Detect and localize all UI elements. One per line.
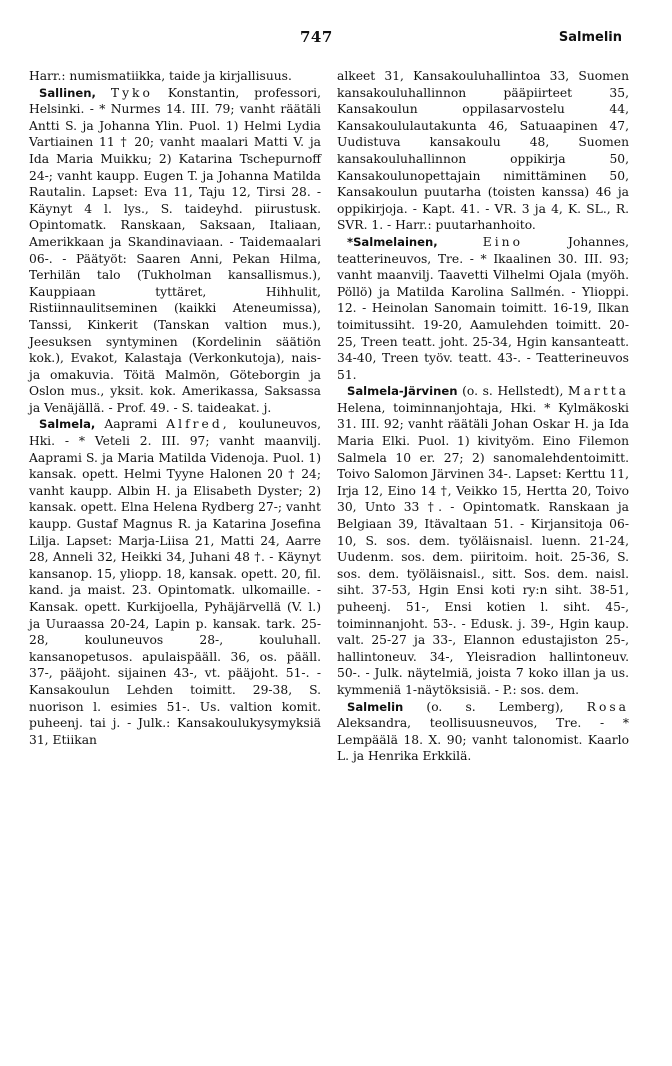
entry-forename-prefix: Aaprami bbox=[95, 417, 167, 432]
entry-salmela-jarvinen bbox=[337, 383, 629, 698]
entry-salmela bbox=[29, 416, 321, 748]
entry-text: Aleksandra, teollisuusneuvos, Tre. - * Lempäälä 18. X. 90; vanht talonomist. Kaarlo L. ja Henrika Erkkilä. bbox=[337, 716, 629, 764]
entry-forename: Tyko bbox=[110, 85, 153, 100]
running-head: Salmelin bbox=[558, 30, 622, 45]
entry-text: Konstantin, professori, Helsinki. - * Nurmes 14. III. 79; vanht räätäli Antti S. ja Johanna Ylin. Puol. 1) Helmi Lydia Vartiainen 11 † 20; vanht maalari Matti V. ja Ida Maria Muikku; 2) Katarina Tschepurnoff 24-; vanht kaupp. Eugen T. ja Johanna Matilda Rautalin. Lapset: Eva 11, Taju 12, Tirsi 28. - Käynyt 4 l. lys., S. taideyhd. piirustusk. Opintomatk. Ranskaan, Saksaan, Italiaan, Amerikkaan ja Skandinaviaan. - Taidemaalari 06-. - Päätyöt: Saaren Anni, Pekan Hilma, Terhilän talo (Tukholman kansallismus.), Kauppiaan tyttäret, Hihhulit, Ristiinnaulitseminen (kaikki Ateneumissa), Tanssi, Kinkerit (Tanskan valtion mus.), Jeesuksen syntyminen (Kordelinin säätiön kok.), Evakot, Kalastaja (Verkonkutoja), nais- ja omakuvia. Töitä Malmön, Göteborgin ja Oslon mus., yksit. kok. Amerikassa, Saksassa ja Venäjällä. - Prof. 49. - S. taideakat. j. bbox=[29, 85, 321, 415]
entry-text: Johannes, teatterineuvos, Tre. - * Ikaalinen 30. III. 93; vanht maanvilj. Taavetti Vilhelmi Ojala (myöh. Pöllö) ja Matilda Karolina Sallmén. - Ylioppi. 12. - Heinolan Sanomain toimitt. 16-19, Ilkan toimitussiht. 19-20, Aamulehden toimitt. 20-25, Treen teatt. joht. 25-34, Hgin kansanteatt. 34-40, Treen työv. teatt. 43-. - Teatterineuvos 51. bbox=[337, 234, 629, 382]
entry-forename-prefix: (o. s. Hellstedt), bbox=[457, 384, 568, 399]
entry-continuation bbox=[29, 68, 321, 85]
entry-text: Helena, toiminnanjohtaja, Hki. * Kylmäkoski 31. III. 92; vanht räätäli Johan Oskar H. ja Ida Maria Elki. Puol. 1) kivityöm. Eino Filemon Salmela 10 er. 27; 2) sanomalehdentoimitt. Toivo Salomon Järvinen 34-. Lapset: Kerttu 11, Irja 12, Eino 14 †, Veikko 15, Hertta 20, Toivo 30, Unto 33 †. - Opintomatk. Ranskaan ja Belgiaan 39, Itävaltaan 51. - Kirjansitoja 06-10, S. sos. dem. työläisnaisl. luenn. 21-24, Uudenm. sos. dem. piiritoim. hoit. 25-36, S. sos. dem. työläisnaisl., sitt. Sos. dem. naisl. siht. 37-53, Hgin Ensi koti ry:n siht. 38-51, puheenj. 51-, Ensi kotien l. siht. 45-, toiminnanjoht. 53-. - Edusk. j. 39-, Hgin kaup. valt. 25-27 ja 33-, Elannon edustajiston 25-, hallintoneuv. 34-, Yleisradion hallintoneuv. 50-. - Julk. näytelmiä, joista 7 koko illan ja us. kymmeniä 1-näytöksisiä. - P.: sos. dem. bbox=[337, 400, 629, 697]
entry-salmelainen bbox=[337, 234, 629, 383]
entry-headword: Salmela, bbox=[39, 417, 96, 432]
entry-headword: Sallinen, bbox=[39, 85, 96, 100]
right-column bbox=[337, 68, 629, 765]
entry-forename: Martta bbox=[567, 384, 629, 399]
entry-text: Harr.: numismatiikka, taide ja kirjallisuus. bbox=[29, 69, 292, 83]
entry-sallinen bbox=[29, 85, 321, 417]
entry-headword: *Salmelainen, bbox=[347, 234, 438, 249]
entry-forename-prefix: (o. s. Lemberg), bbox=[403, 699, 587, 714]
entry-text: kouluneuvos, Hki. - * Veteli 2. III. 97; vanht maanvilj. Aaprami S. ja Maria Matilda Videnoja. Puol. 1) kansak. opett. Helmi Tyyne Halonen 20 † 24; vanht kaupp. Albin H. ja Elisabeth Dyster; 2) kansak. opett. Elna Helena Rydberg 27-; vanht kaupp. Gustaf Magnus R. ja Katarina Josefina Lilja. Lapset: Marja-Liisa 21, Matti 24, Aarre 28, Anneli 32, Heikki 34, Juhani 48 †. - Käynyt kansanop. 15, yliopp. 18, kansak. opett. 20, fil. kand. ja maist. 23. Opintomatk. ulkomaille. - Kansak. opett. Kurkijoella, Pyhäjärvellä (V. l.) ja Uuraassa 20-24, Lapin p. kansak. tark. 25-28, kouluneuvos 28-, kouluhall. kansanopetusos. apulaispääll. 36, os. pääll. 37-, pääjoht. sijainen 43-, vt. pääjoht. 51-. - Kansakoulun Lehden toimitt. 29-38, S. nuorison l. esimies 51-. Us. valtion komit. puheenj. tai j. - Julk.: Kansakoulukysymyksiä 31, Etiikan bbox=[29, 417, 321, 747]
entry-headword: Salmelin bbox=[347, 699, 404, 714]
entry-forename: Alfred, bbox=[166, 417, 230, 432]
entry-text: alkeet 31, Kansakouluhallintoa 33, Suomen kansakouluhallinnon pääpiirteet 35, Kansakoulun oppilasarvostelu 44, Kansakoululautakunta 46, Satuaapinen 47, Uudistuva kansakoulu 48, Suomen kansakouluhallinnon oppikirja 50, Kansakoulunopettajain nimittäminen 50, Kansakoulun puutarha (toisten kanssa) 46 ja oppikirjoja. - Kapt. 41. - VR. 3 ja 4, K. SL., R. SVR. 1. - Harr.: puutarhanhoito. bbox=[337, 69, 629, 233]
entry-forename: Eino bbox=[482, 234, 523, 249]
page-number: 747 bbox=[300, 28, 333, 46]
entry-forename: Rosa bbox=[586, 699, 629, 714]
entry-continuation bbox=[337, 68, 629, 234]
left-column bbox=[29, 68, 321, 748]
entry-headword: Salmela-Järvinen bbox=[347, 384, 458, 399]
entry-salmelin bbox=[337, 699, 629, 765]
